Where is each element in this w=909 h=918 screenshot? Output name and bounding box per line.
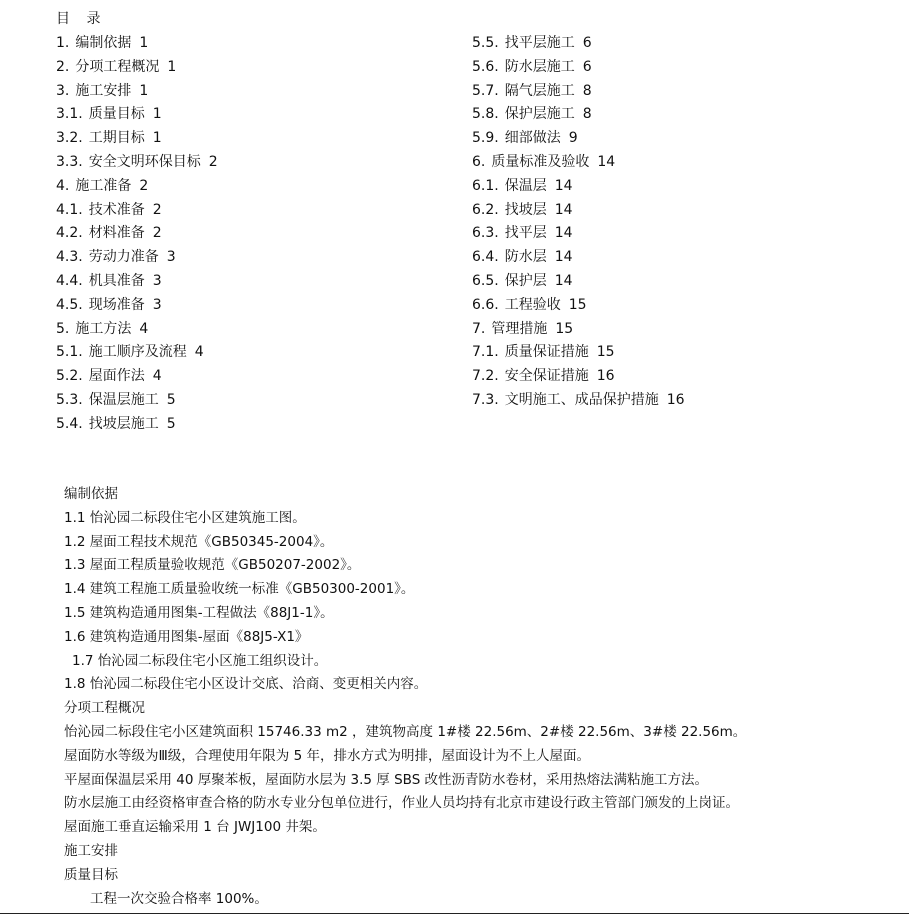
- toc-entry-page: 4: [194, 344, 204, 361]
- toc-entry-number: 6.: [472, 153, 486, 170]
- toc-entry: [472, 56, 685, 80]
- toc-entry: [56, 199, 218, 223]
- toc-entry-page: 1: [139, 35, 149, 51]
- toc-entry-number: 3.: [56, 82, 70, 99]
- body-line: 屋面施工垂直运输采用 1 台 JWJ100 井架。: [64, 819, 326, 836]
- toc-entry-title: 质量标准及验收: [491, 153, 590, 170]
- toc-entry-number: 7.: [472, 320, 486, 337]
- toc-entry-number: 6.3.: [472, 225, 499, 242]
- toc-entry: [56, 318, 218, 342]
- body-line: 平屋面保温层采用 40 厚聚苯板，屋面防水层为 3.5 厚 SBS 改性沥青防水卷材，采用热熔法满粘施工方法。: [64, 771, 709, 788]
- toc-entry: [56, 56, 218, 80]
- toc-entry-number: 2.: [56, 58, 70, 75]
- toc-entry-page: 1: [139, 82, 149, 99]
- toc-entry-number: 4.: [56, 177, 70, 194]
- toc-entry-page: 16: [596, 368, 615, 385]
- toc-entry-title: 质量目标: [88, 106, 145, 123]
- toc-entry: [472, 294, 685, 318]
- toc-entry-title: 细部做法: [504, 130, 561, 147]
- toc-entry-number: 3.1.: [56, 106, 83, 123]
- toc-entry-number: 6.1.: [472, 177, 499, 194]
- toc-entry-title: 防水层施工: [504, 58, 575, 75]
- toc-entry: [56, 365, 218, 389]
- toc-entry-title: 劳动力准备: [88, 249, 159, 266]
- toc-entry-page: 1: [152, 106, 162, 123]
- toc-entry-title: 找平层施工: [504, 35, 575, 51]
- toc-entry: [56, 341, 218, 365]
- toc-entry-title: 保温层: [504, 177, 547, 194]
- toc-entry-page: 6: [582, 35, 592, 51]
- toc-entry-number: 4.3.: [56, 249, 83, 266]
- toc-entry-title: 保护层施工: [504, 106, 575, 123]
- toc-entry-title: 隔气层施工: [504, 82, 575, 99]
- toc-entry: [472, 175, 685, 199]
- toc-entry-title: 找平层: [504, 225, 547, 242]
- toc-entry-page: 6: [582, 58, 592, 75]
- toc-entry-title: 施工安排: [75, 82, 132, 99]
- toc-entry: [56, 32, 218, 56]
- body-line: 1.4 建筑工程施工质量验收统一标准《GB50300-2001》。: [64, 581, 415, 598]
- toc-entry: [56, 80, 218, 104]
- toc-entry: [56, 175, 218, 199]
- toc-entry: [56, 413, 218, 437]
- toc-entry: [56, 127, 218, 151]
- toc-entry: [472, 80, 685, 104]
- toc-entry-number: 5.6.: [472, 58, 499, 75]
- toc-entry-number: 4.4.: [56, 272, 83, 289]
- toc-entry: [56, 389, 218, 413]
- toc-entry-title: 技术准备: [88, 201, 145, 218]
- toc-entry-number: 3.2.: [56, 130, 83, 147]
- toc-entry-title: 保护层: [504, 272, 547, 289]
- toc-entry-page: 14: [554, 249, 573, 266]
- toc-entry-title: 分项工程概况: [75, 58, 160, 75]
- toc-entry-number: 5.4.: [56, 415, 83, 432]
- toc-entry-title: 施工准备: [75, 177, 132, 194]
- toc-left-column: [56, 32, 218, 437]
- toc-entry-number: 6.2.: [472, 201, 499, 218]
- toc-entry-title: 文明施工、成品保护措施: [504, 391, 659, 408]
- toc-entry-number: 5.3.: [56, 391, 83, 408]
- toc-entry-page: 15: [568, 296, 587, 313]
- toc-entry-title: 机具准备: [88, 272, 145, 289]
- toc-entry: [472, 127, 685, 151]
- toc-entry-page: 14: [554, 225, 573, 242]
- body-line: 1.3 屋面工程质量验收规范《GB50207-2002》。: [64, 557, 361, 574]
- toc-entry-page: 1: [167, 58, 177, 75]
- toc-entry-number: 3.3.: [56, 153, 83, 170]
- toc-entry-title: 找坡层施工: [88, 415, 159, 432]
- toc-right-column: [472, 32, 685, 413]
- body-line: 分项工程概况: [64, 700, 145, 717]
- toc-entry-page: 2: [208, 153, 218, 170]
- toc-entry: [472, 318, 685, 342]
- toc-entry-number: 7.3.: [472, 391, 499, 408]
- toc-entry-title: 施工顺序及流程: [88, 344, 187, 361]
- toc-entry-title: 防水层: [504, 249, 547, 266]
- toc-entry-number: 4.5.: [56, 296, 83, 313]
- toc-entry-page: 14: [554, 201, 573, 218]
- toc-entry: [472, 32, 685, 56]
- toc-entry-title: 屋面作法: [88, 368, 145, 385]
- toc-entry: [472, 151, 685, 175]
- toc-entry-number: 5.: [56, 320, 70, 337]
- toc-entry-page: 15: [596, 344, 615, 361]
- toc-entry: [56, 246, 218, 270]
- toc-entry: [472, 270, 685, 294]
- toc-entry-number: 5.9.: [472, 130, 499, 147]
- toc-entry-number: 6.5.: [472, 272, 499, 289]
- toc-entry-page: 2: [139, 177, 149, 194]
- toc-entry-page: 3: [152, 272, 162, 289]
- toc-entry: [472, 389, 685, 413]
- toc-entry-number: 7.1.: [472, 344, 499, 361]
- body-line: 质量目标: [64, 866, 118, 883]
- toc-entry-number: 5.1.: [56, 344, 83, 361]
- toc-entry-page: 14: [597, 153, 616, 170]
- toc-entry-page: 3: [152, 296, 162, 313]
- body-line: 1.8 怡沁园二标段住宅小区设计交底、洽商、变更相关内容。: [64, 676, 428, 693]
- toc-entry-number: 4.2.: [56, 225, 83, 242]
- toc-entry-number: 1.: [56, 35, 70, 51]
- toc-entry-page: 1: [152, 130, 162, 147]
- toc-entry-title: 找坡层: [504, 201, 547, 218]
- toc-entry-number: 5.8.: [472, 106, 499, 123]
- toc-entry: [472, 199, 685, 223]
- toc-entry-page: 4: [152, 368, 162, 385]
- toc-entry: [472, 222, 685, 246]
- toc-entry-page: 2: [152, 225, 162, 242]
- toc-entry-number: 5.5.: [472, 35, 499, 51]
- toc-entry-page: 8: [582, 82, 592, 99]
- toc-entry: [56, 222, 218, 246]
- toc-entry-title: 工期目标: [88, 130, 145, 147]
- toc-entry-page: 5: [166, 415, 176, 432]
- toc-entry-title: 质量保证措施: [504, 344, 589, 361]
- toc-entry: [56, 294, 218, 318]
- body-line: 防水层施工由经资格审查合格的防水专业分包单位进行，作业人员均持有北京市建设行政主管部门颁发的上岗证。: [64, 795, 739, 812]
- toc-entry: [472, 246, 685, 270]
- body-line: 1.6 建筑构造通用图集-屋面《88J5-X1》: [64, 628, 309, 645]
- toc-entry-page: 2: [152, 201, 162, 218]
- body-line: 1.5 建筑构造通用图集-工程做法《88J1-1》。: [64, 604, 334, 621]
- toc-entry-page: 16: [666, 391, 685, 408]
- toc-entry-title: 材料准备: [88, 225, 145, 242]
- toc-entry-title: 安全保证措施: [504, 368, 589, 385]
- body-line: 1.7 怡沁园二标段住宅小区施工组织设计。: [72, 652, 328, 669]
- toc-entry-page: 15: [555, 320, 574, 337]
- toc-entry-page: 3: [166, 249, 176, 266]
- toc-entry-title: 安全文明环保目标: [88, 153, 201, 170]
- toc-entry: [56, 103, 218, 127]
- body-line: 工程一次交验合格率 100%。: [90, 890, 268, 907]
- toc-entry-title: 工程验收: [504, 296, 561, 313]
- toc-entry-page: 8: [582, 106, 592, 123]
- toc-entry-page: 5: [166, 391, 176, 408]
- toc-entry-title: 现场准备: [88, 296, 145, 313]
- toc-entry-page: 14: [554, 272, 573, 289]
- toc-entry-page: 4: [139, 320, 149, 337]
- toc-entry-title: 编制依据: [75, 35, 132, 51]
- toc-entry-title: 施工方法: [75, 320, 132, 337]
- page-bottom-divider: [0, 913, 909, 914]
- toc-title: 目 录: [56, 11, 107, 27]
- toc-entry: [56, 270, 218, 294]
- body-line: 怡沁园二标段住宅小区建筑面积 15746.33 m2 ，建筑物高度 1#楼 22.56m、2#楼 22.56m、3#楼 22.56m。: [64, 723, 747, 740]
- toc-entry-number: 7.2.: [472, 368, 499, 385]
- toc-entry-page: 14: [554, 177, 573, 194]
- toc-entry-number: 4.1.: [56, 201, 83, 218]
- body-line: 1.2 屋面工程技术规范《GB50345-2004》。: [64, 533, 334, 550]
- toc-entry-number: 6.6.: [472, 296, 499, 313]
- body-line: 施工安排: [64, 842, 118, 859]
- toc-entry: [472, 103, 685, 127]
- toc-entry-number: 5.7.: [472, 82, 499, 99]
- toc-entry-title: 保温层施工: [88, 391, 159, 408]
- toc-entry-number: 6.4.: [472, 249, 499, 266]
- body-line: 编制依据: [64, 486, 118, 502]
- document-body: [64, 483, 899, 911]
- toc-entry-page: 9: [568, 130, 578, 147]
- toc-entry: [56, 151, 218, 175]
- toc-entry: [472, 341, 685, 365]
- toc-entry: [472, 365, 685, 389]
- toc-entry-number: 5.2.: [56, 368, 83, 385]
- body-line: 屋面防水等级为Ⅲ级，合理使用年限为 5 年，排水方式为明排，屋面设计为不上人屋面。: [64, 747, 590, 764]
- toc-entry-title: 管理措施: [491, 320, 548, 337]
- body-line: 1.1 怡沁园二标段住宅小区建筑施工图。: [64, 509, 306, 526]
